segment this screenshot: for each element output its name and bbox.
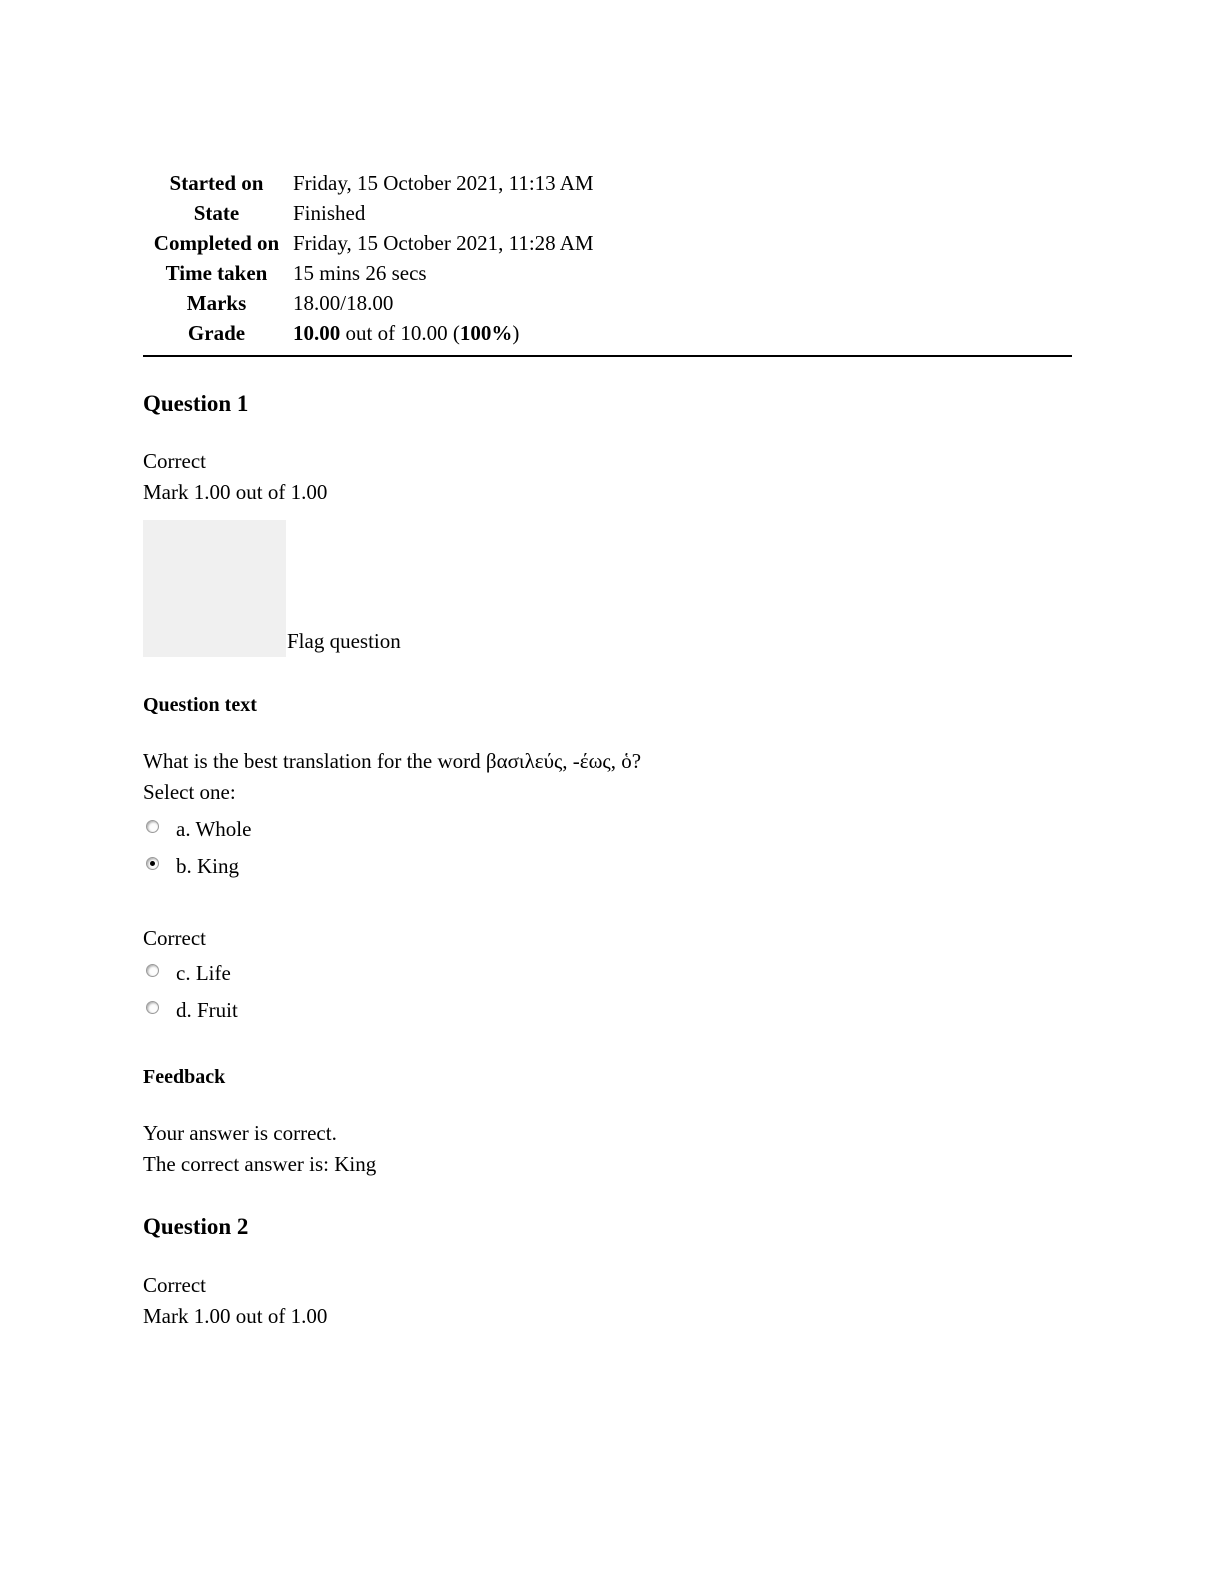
select-one-prompt: Select one: (143, 780, 236, 804)
grade-value-bold: 10.00 (293, 321, 341, 345)
radio-icon[interactable] (146, 820, 159, 833)
question-mark: Mark 1.00 out of 1.00 (143, 1304, 328, 1328)
summary-row-completed-on (143, 228, 1072, 258)
summary-value: 15 mins 26 secs (293, 261, 427, 285)
summary-value: 18.00/18.00 (293, 291, 394, 315)
summary-value (290, 318, 1072, 356)
radio-icon[interactable] (146, 857, 159, 870)
summary-label: State (193, 201, 240, 225)
summary-value: Friday, 15 October 2021, 11:13 AM (293, 171, 594, 195)
question-2-section (143, 1211, 1072, 1332)
summary-label: Grade (187, 321, 246, 345)
summary-label: Time taken (165, 261, 268, 285)
question-2-title: Question 2 (143, 1214, 249, 1239)
answer-option-c[interactable] (143, 955, 1072, 992)
question-status: Correct (143, 449, 206, 473)
answer-option-d[interactable] (143, 992, 1072, 1029)
question-text-heading: Question text (143, 694, 257, 716)
question-text: What is the best translation for the word βασιλεύς, -έως, ὁ? (143, 749, 642, 773)
flag-question-label[interactable]: Flag question (287, 629, 401, 653)
answer-options (143, 811, 1072, 1029)
summary-value: Friday, 15 October 2021, 11:28 AM (293, 231, 594, 255)
summary-label: Completed on (153, 231, 280, 255)
summary-value: Finished (293, 201, 366, 225)
option-correct-label: Correct (143, 926, 206, 950)
question-status-block (143, 1270, 1072, 1332)
summary-row-started-on (143, 168, 1072, 198)
flag-image-placeholder (143, 520, 286, 657)
radio-icon[interactable] (146, 1001, 159, 1014)
summary-row-state (143, 198, 1072, 228)
question-1-title: Question 1 (143, 391, 249, 416)
answer-option-a[interactable] (143, 811, 1072, 848)
answer-option-label[interactable]: b. King (176, 854, 239, 878)
answer-option-label[interactable]: d. Fruit (176, 998, 238, 1022)
question-status: Correct (143, 1273, 206, 1297)
question-status-block (143, 446, 1072, 508)
summary-row-marks (143, 288, 1072, 318)
quiz-summary-table (143, 168, 1072, 357)
feedback-line-1: Your answer is correct. (143, 1121, 337, 1145)
question-mark: Mark 1.00 out of 1.00 (143, 480, 328, 504)
question-1-section (143, 388, 1072, 1180)
feedback-line-2: The correct answer is: King (143, 1152, 377, 1176)
feedback-heading: Feedback (143, 1066, 226, 1088)
radio-icon[interactable] (146, 964, 159, 977)
question-text-block (143, 746, 1072, 808)
summary-row-time-taken (143, 258, 1072, 288)
summary-row-grade (143, 318, 1072, 356)
answer-option-label[interactable]: c. Life (176, 961, 231, 985)
grade-text-part: ) (512, 321, 520, 345)
flag-row (143, 520, 1072, 657)
answer-option-b[interactable] (143, 848, 1072, 885)
summary-label: Started on (169, 171, 264, 195)
answer-option-label[interactable]: a. Whole (176, 817, 252, 841)
feedback-block (143, 1118, 1072, 1180)
grade-text-part: out of 10.00 ( (340, 321, 460, 345)
grade-percent-bold: 100% (459, 321, 513, 345)
summary-label: Marks (186, 291, 247, 315)
